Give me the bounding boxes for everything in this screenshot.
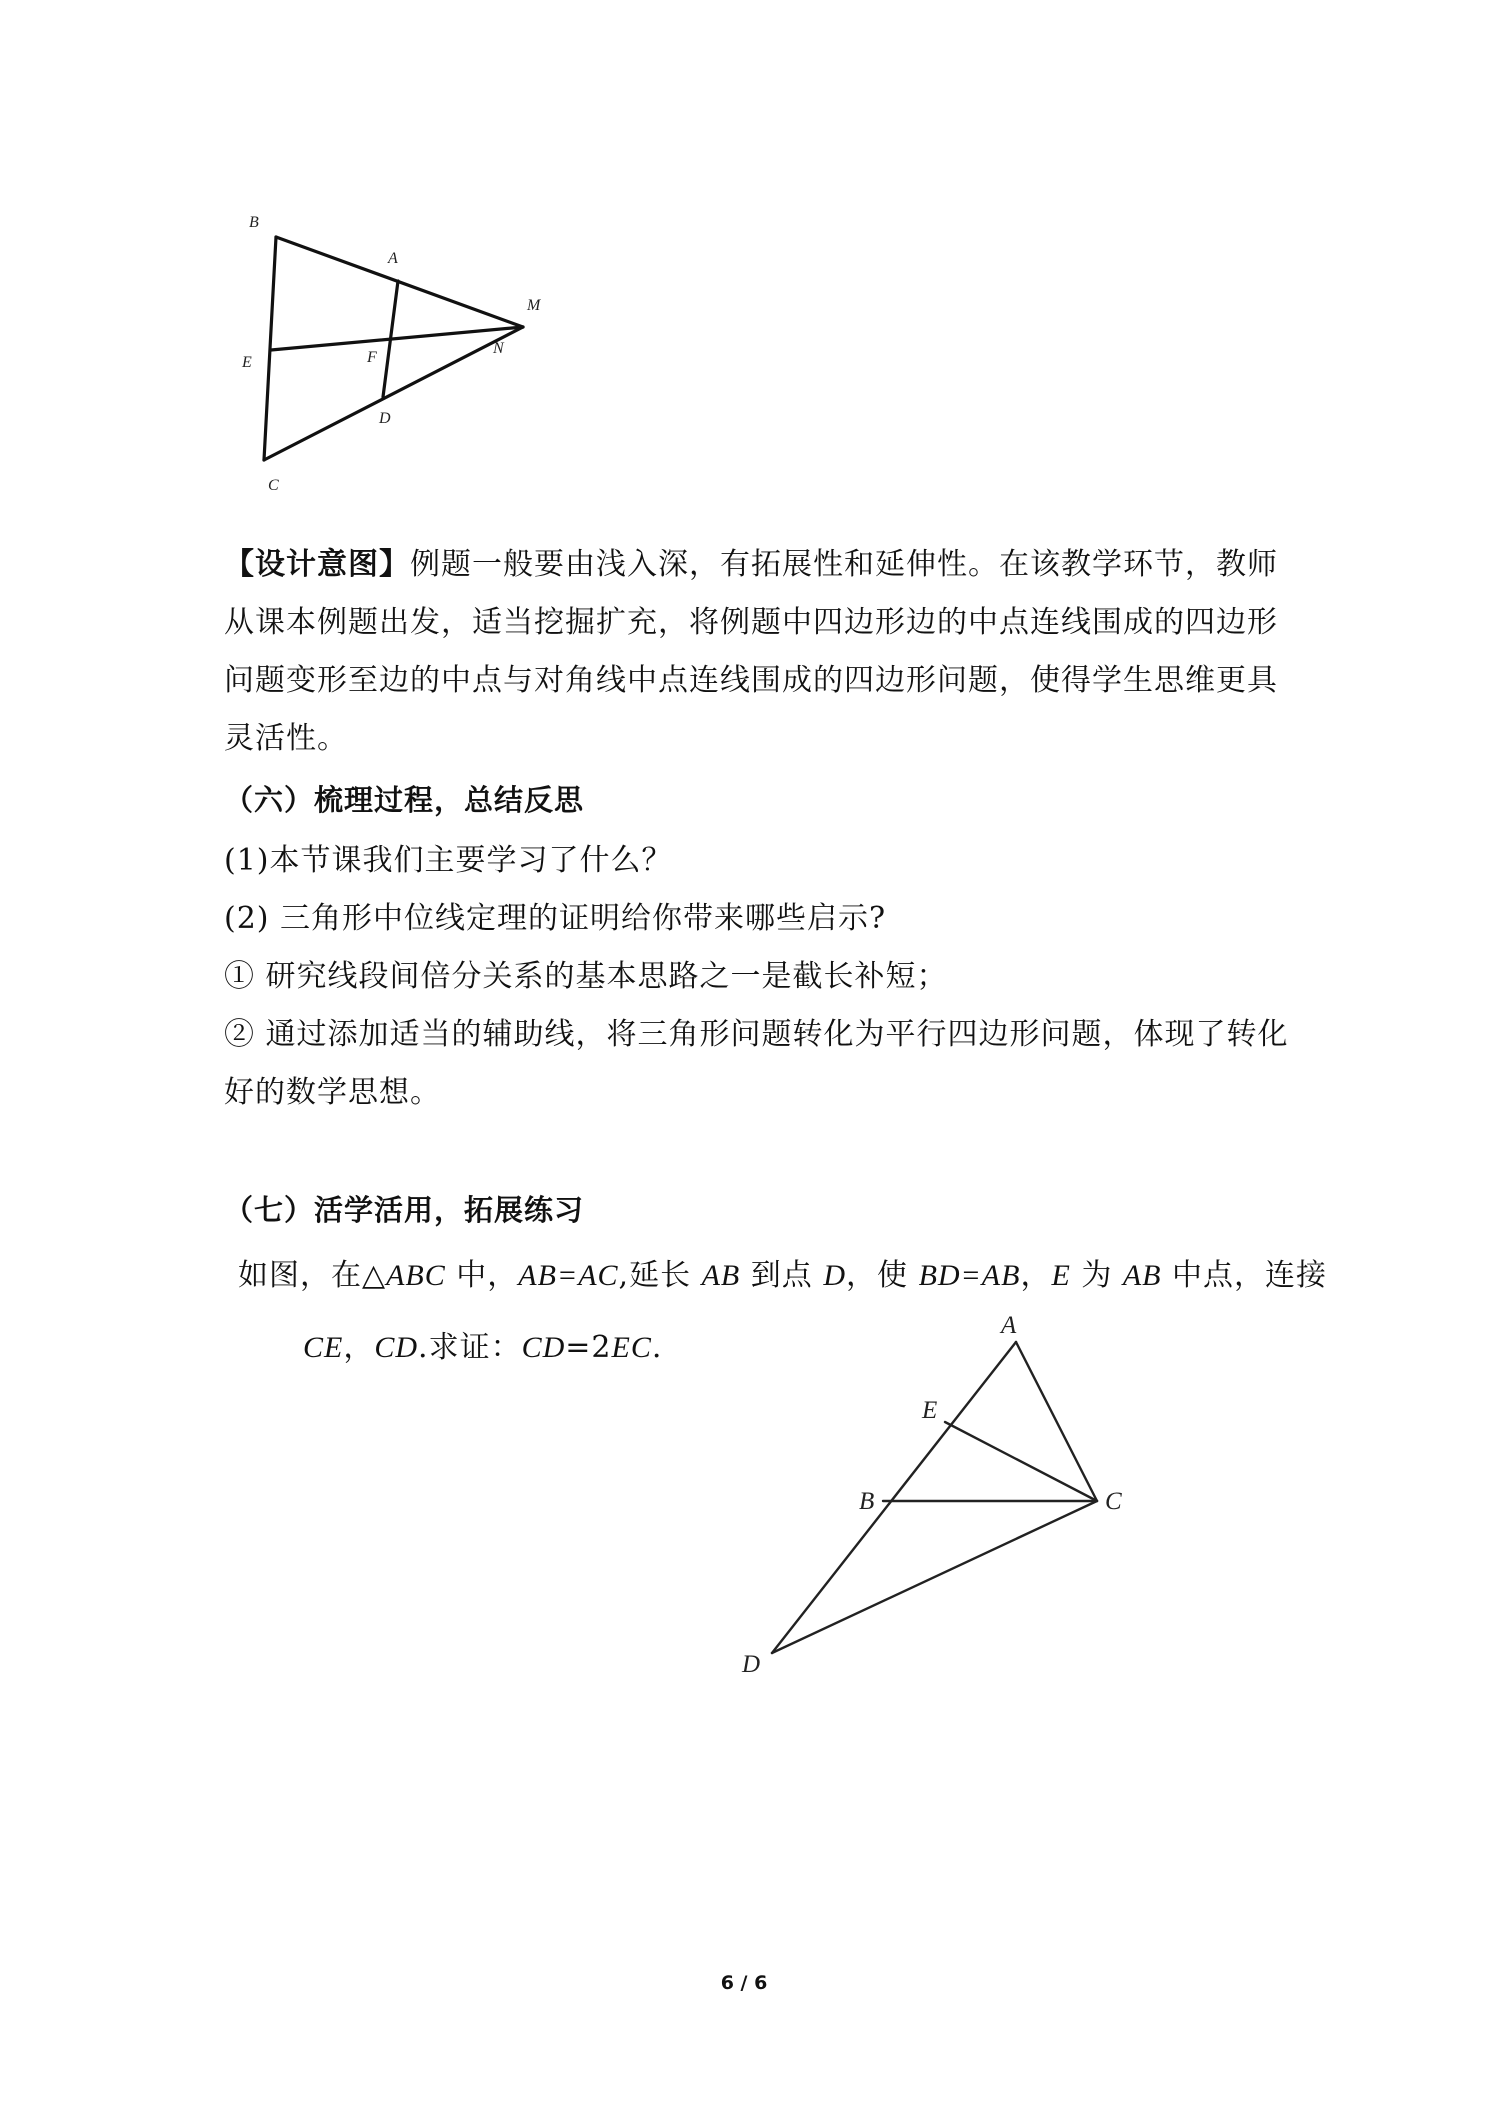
- section-6-question-2: (2) 三角形中位线定理的证明给你带来哪些启示?: [224, 901, 887, 936]
- figure-2-svg: [720, 1305, 1150, 1690]
- exercise-problem-line-1: 如图，在△ABC 中，AB=AC,延长 AB 到点 D，使 BD=AB，E 为 AB 中点，连接: [238, 1258, 1328, 1293]
- segment-AC: [1016, 1342, 1097, 1501]
- segment-DC: [772, 1501, 1097, 1653]
- page-number: 6 / 6: [720, 1972, 768, 1994]
- label-E: E: [242, 354, 252, 371]
- segment-EC: [945, 1422, 1097, 1501]
- label-B: B: [249, 214, 259, 231]
- label-F: F: [367, 349, 377, 366]
- segment-BM: [276, 237, 523, 327]
- figure-1-svg: [230, 205, 570, 505]
- section-6-heading: （六）梳理过程，总结反思: [224, 783, 585, 817]
- label-B: B: [859, 1488, 875, 1515]
- label-C: C: [1105, 1488, 1122, 1515]
- section-6-question-1: (1)本节课我们主要学习了什么？: [224, 843, 673, 878]
- label-C: C: [268, 477, 279, 494]
- design-intent-paragraph: [224, 536, 1284, 768]
- label-A: A: [1001, 1312, 1017, 1339]
- label-D: D: [742, 1651, 761, 1678]
- figure-triangle-extension: [720, 1305, 1150, 1690]
- section-6-point-2-line-2: 好的数学思想。: [224, 1075, 441, 1110]
- label-A: A: [388, 250, 398, 267]
- design-intent-label: 【设计意图】: [224, 547, 410, 582]
- design-intent-text: 例题一般要由浅入深，有拓展性和延伸性。在该教学环节，教师从课本例题出发，适当挖掘扩充，将例题中四边形边的中点连线围成的四边形问题变形至边的中点与对角线中点连线围成的四边形问题，使得学生思维更具灵活性。: [224, 547, 1278, 756]
- label-N: N: [493, 340, 504, 357]
- section-7-heading: （七）活学活用，拓展练习: [224, 1193, 585, 1227]
- section-6-point-1: ① 研究线段间倍分关系的基本思路之一是截长补短；: [224, 959, 948, 994]
- figure-triangle-midpoints: [230, 205, 570, 505]
- section-6-point-2-line-1: ② 通过添加适当的辅助线，将三角形问题转化为平行四边形问题，体现了转化: [224, 1017, 1289, 1052]
- label-D: D: [379, 410, 391, 427]
- exercise-problem-line-2: CE，CD.求证：CD=2EC.: [303, 1330, 663, 1365]
- label-M: M: [527, 297, 541, 314]
- label-E: E: [922, 1397, 938, 1424]
- segment-AD: [772, 1342, 1016, 1653]
